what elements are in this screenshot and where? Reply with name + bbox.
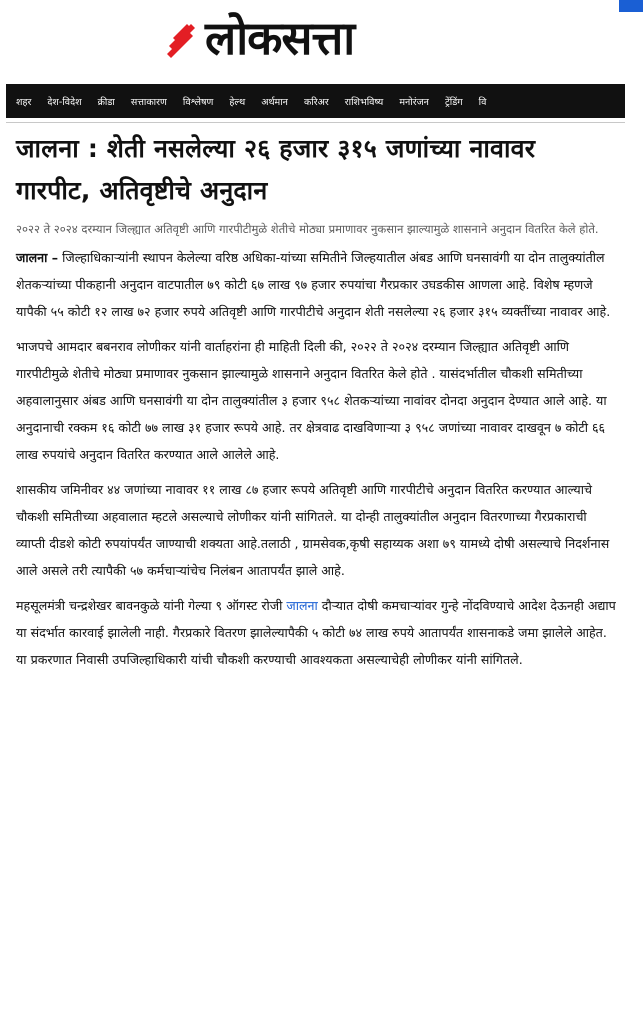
- nav-item-more[interactable]: वि: [478, 96, 487, 108]
- nav-item-economy[interactable]: अर्थमान: [261, 96, 288, 108]
- article-paragraph-2: भाजपचे आमदार बबनराव लोणीकर यांनी वार्ताहरांना ही माहिती दिली की, २०२२ ते २०२४ दरम्यान जिल्ह्यात अतिवृष्टी आणि गारपीटीमुळे शेतीचे मोठ्या प्रमाणावर नुकसान झाल्यामुळे शासनाने अनुदान वितरित केले होते . यासंदर्भातील चौकशी समितीच्या अहवालानुसार अंबड आणि घनसावंगी या दोन तालुक्यांतील ३ हजार ९५८ शेतकऱ्यांच्या नावांवर दोनदा अनुदान देण्यात आले आहे. या अनुदानाची रक्कम १६ कोटी ७७ लाख ३१ हजार रूपये आहे. तर क्षेत्रवाढ दाखविणाऱ्या ३ ९५८ जणांच्या नावावर दाखवून ७ कोटी ६६ लाख रुपयांचे अनुदान वितरित करण्यात आले आलेले आहे.: [16, 339, 607, 462]
- main-nav: [6, 84, 625, 118]
- paragraph-1-text: जिल्हाधिकाऱ्यांनी स्थापन केलेल्या वरिष्ठ अधिका-यांच्या समितीने जिल्हयातील अंबड आणि घनसावंगी या दोन तालुक्यांतील शेतकऱ्यांच्या पीकहानी अनुदान वाटपातील ७९ कोटी ६७ लाख ९७ हजार रुपयांचा गैरप्रकार उघडकीस आणला आहे. विशेष म्हणजे यापैकी ५५ कोटी १२ लाख ७२ हजार रुपये अतिवृष्टी आणि गारपीटीचे अनुदान शेती नसलेल्या २६ हजार ३१५ व्यक्तींच्या नावावर आहे.: [16, 250, 611, 319]
- article: [16, 128, 616, 681]
- masthead: [0, 0, 643, 78]
- nav-item-entertainment[interactable]: मनोरंजन: [399, 96, 429, 108]
- nav-item-politics[interactable]: सत्ताकारण: [130, 96, 167, 108]
- paragraph-4-text-end: दौऱ्यात दोषी कमचाऱ्यांवर गुन्हे नोंदविण्याचे आदेश देऊनही अद्याप या संदर्भात कारवाई झालेली नाही. गैरप्रकारे वितरण झालेल्यापैकी ५ कोटी ७४ लाख रुपये आतापर्यंत शासनाकडे जमा झालेले आहेत. या प्रकरणात निवासी उपजिल्हाधिकारी यांची चौकशी करण्याची आवश्यकता असल्याचेही लोणीकर यांनी सांगितले.: [16, 598, 616, 667]
- article-paragraph-1: [16, 244, 616, 325]
- dateline: जालना –: [16, 250, 59, 265]
- nav-item-health[interactable]: हेल्थ: [229, 96, 246, 108]
- article-paragraph-4: [16, 592, 616, 673]
- site-logo[interactable]: [165, 6, 354, 70]
- logo-flame-icon: [165, 16, 199, 60]
- jalna-tag-link[interactable]: जालना: [286, 598, 318, 613]
- logo-text: लोकसत्ता: [205, 11, 355, 65]
- article-summary: २०२२ ते २०२४ दरम्यान जिल्ह्यात अतिवृष्टी आणि गारपीटीमुळे शेतीचे मोठ्या प्रमाणावर नुकसान झाल्यामुळे शासनाने अनुदान वितरित केले होते.: [16, 222, 599, 236]
- nav-item-career[interactable]: करिअर: [303, 96, 329, 108]
- nav-item-trending[interactable]: ट्रेंडिंग: [444, 96, 463, 108]
- nav-item-city[interactable]: शहर: [16, 96, 32, 108]
- nav-divider: [6, 122, 625, 123]
- article-paragraph-3: शासकीय जमिनीवर ४४ जणांच्या नावावर ११ लाख ८७ हजार रूपये अतिवृष्टी आणि गारपीटीचे अनुदान वितरित करण्यात आल्याचे चौकशी समितीच्या अहवालात म्हटले असल्याचे लोणीकर यांनी सांगितले. या दोन्ही तालुक्यांतील अनुदान वितरणाच्या गैरप्रकाराची व्याप्ती दीडशे कोटी रुपयांपर्यंत जाण्याची शक्यता आहे.तलाठी , ग्रामसेवक,कृषी सहाय्यक अशा ७९ यामध्ये दोषी असल्याचे निदर्शनास आले असले तरी त्यापैकी ५७ कर्मचाऱ्यांचेच निलंबन आतापर्यंत झाले आहे.: [16, 482, 610, 578]
- paragraph-4-text-start: महसूलमंत्री चन्द्रशेखर बावनकुळे यांनी गेल्या ९ ऑगस्ट रोजी: [16, 598, 287, 613]
- nav-item-horoscope[interactable]: राशिभविष्य: [344, 96, 384, 108]
- nav-item-sports[interactable]: क्रीडा: [97, 96, 115, 108]
- article-headline: जालना : शेती नसलेल्या २६ हजार ३१५ जणांच्या नावावर गारपीट, अतिवृष्टीचे अनुदान: [16, 134, 536, 205]
- nav-item-analysis[interactable]: विश्लेषण: [182, 96, 214, 108]
- nav-item-world[interactable]: देश-विदेश: [47, 96, 82, 108]
